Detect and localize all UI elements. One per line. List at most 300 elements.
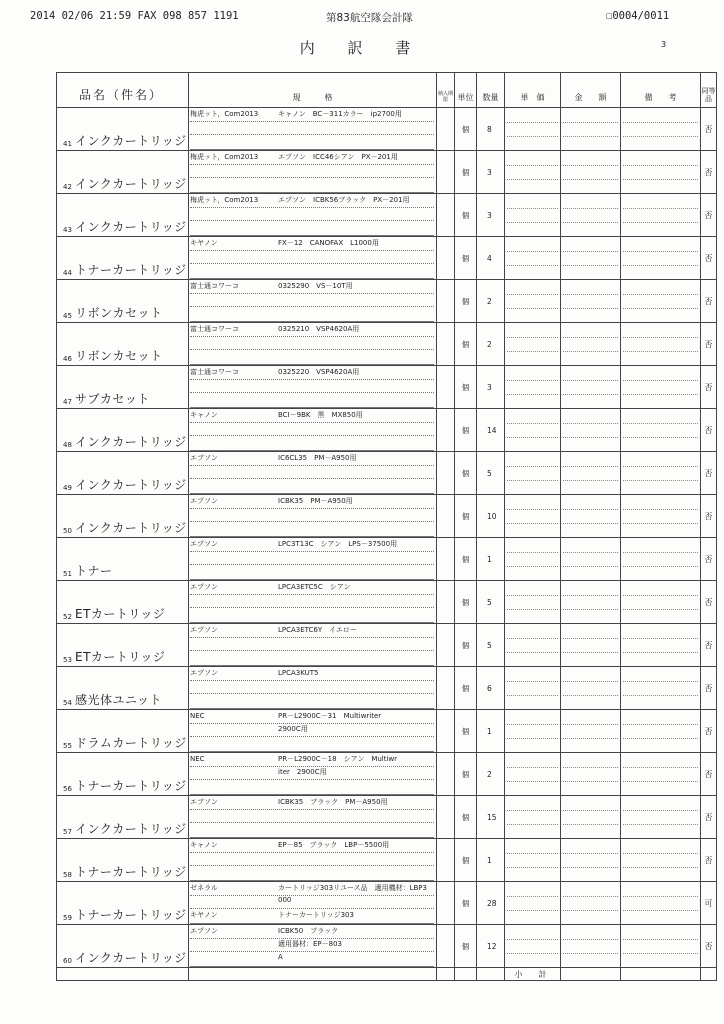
item-unit: 個 — [455, 409, 477, 452]
item-equivalent: 否 — [701, 667, 717, 710]
item-remarks — [621, 280, 701, 323]
item-delivery — [437, 753, 455, 796]
maker: 富士通コワーコ — [190, 368, 239, 376]
item-number: 60 — [63, 957, 72, 965]
table-row — [57, 710, 717, 753]
item-number: 54 — [63, 699, 72, 707]
item-remarks — [621, 108, 701, 151]
item-spec-cell — [189, 452, 437, 495]
maker: エプソン — [190, 626, 218, 634]
item-unit-price — [505, 753, 561, 796]
maker: ゼネラル — [190, 884, 218, 892]
spec-text: エプソン ICC46シアン PX－201用 — [278, 153, 398, 161]
table-row — [57, 581, 717, 624]
item-name: ETカートリッジ — [75, 607, 166, 621]
subtotal-row — [57, 968, 717, 981]
item-remarks — [621, 323, 701, 366]
item-name-cell — [57, 538, 189, 581]
item-remarks — [621, 667, 701, 710]
spec-text: 0325220 VSP4620A用 — [278, 368, 360, 376]
spec-text-3: トナーカートリッジ303 — [278, 911, 354, 919]
item-equivalent: 否 — [701, 323, 717, 366]
item-amount — [561, 409, 621, 452]
item-remarks — [621, 753, 701, 796]
item-unit-price — [505, 151, 561, 194]
item-number: 41 — [63, 140, 72, 148]
item-unit: 個 — [455, 495, 477, 538]
col-unit-price-header: 単 価 — [505, 73, 561, 108]
item-name: トナーカートリッジ — [75, 908, 187, 922]
table-row — [57, 624, 717, 667]
item-amount — [561, 151, 621, 194]
item-number: 59 — [63, 914, 72, 922]
item-name-cell — [57, 667, 189, 710]
item-unit-price — [505, 323, 561, 366]
item-equivalent: 否 — [701, 753, 717, 796]
item-spec-cell — [189, 624, 437, 667]
spec-text: 0325290 VS－10T用 — [278, 282, 353, 290]
item-unit-price — [505, 366, 561, 409]
item-name: トナーカートリッジ — [75, 865, 187, 879]
item-delivery — [437, 667, 455, 710]
item-amount — [561, 581, 621, 624]
item-equivalent: 否 — [701, 409, 717, 452]
item-name-cell — [57, 237, 189, 280]
item-delivery — [437, 409, 455, 452]
item-unit-price — [505, 710, 561, 753]
item-delivery — [437, 323, 455, 366]
table-row — [57, 667, 717, 710]
maker: 梅虎ット，Com2013 — [190, 110, 259, 118]
item-name: ETカートリッジ — [75, 650, 166, 664]
spec-text-3: A — [278, 953, 283, 961]
maker: エプソン — [190, 669, 218, 677]
item-spec-cell — [189, 495, 437, 538]
maker: エプソン — [190, 454, 218, 462]
spec-text: キャノン BC－311カラー ip2700用 — [278, 110, 402, 118]
spec-text: ICBK50 ブラック — [278, 927, 339, 935]
item-remarks — [621, 194, 701, 237]
item-amount — [561, 667, 621, 710]
col-delivery-header: 納入期限 — [437, 73, 455, 108]
item-name-cell — [57, 839, 189, 882]
item-unit-price — [505, 667, 561, 710]
item-unit-price — [505, 538, 561, 581]
table-row — [57, 237, 717, 280]
table-row — [57, 108, 717, 151]
maker-2: キヤノン — [190, 911, 218, 919]
item-equivalent: 可 — [701, 882, 717, 925]
item-delivery — [437, 366, 455, 409]
spec-text: IC6CL35 PM－A950用 — [278, 454, 357, 462]
item-name: 感光体ユニット — [75, 693, 163, 707]
item-name-cell — [57, 108, 189, 151]
item-unit-price — [505, 495, 561, 538]
item-name: トナー — [75, 564, 113, 578]
item-remarks — [621, 538, 701, 581]
item-unit-price — [505, 581, 561, 624]
item-spec-cell — [189, 538, 437, 581]
maker: キヤノン — [190, 239, 218, 247]
spec-text-2: 2900C用 — [278, 725, 308, 733]
spec-text-2: 適用器材：EP－803 — [278, 940, 343, 948]
item-delivery — [437, 151, 455, 194]
fax-timestamp: 2014 02/06 21:59 FAX 098 857 1191 — [30, 10, 239, 22]
item-name: ドラムカートリッジ — [75, 736, 187, 750]
item-unit: 個 — [455, 710, 477, 753]
item-qty: 3 — [477, 194, 505, 237]
item-name-cell — [57, 366, 189, 409]
item-spec-cell — [189, 151, 437, 194]
item-qty: 6 — [477, 667, 505, 710]
item-delivery — [437, 538, 455, 581]
spec-text: ICBK35 ブラック PM－A950用 — [278, 798, 388, 806]
subtotal-label: 小 計 — [505, 968, 561, 981]
item-qty: 10 — [477, 495, 505, 538]
item-remarks — [621, 624, 701, 667]
item-delivery — [437, 452, 455, 495]
item-amount — [561, 452, 621, 495]
item-amount — [561, 796, 621, 839]
item-delivery — [437, 839, 455, 882]
item-name: インクカートリッジ — [75, 134, 187, 148]
maker: エプソン — [190, 583, 218, 591]
spec-text: PR－L2900C－18 シアン Multiwr — [278, 755, 398, 763]
item-spec-cell — [189, 882, 437, 925]
spec-text: エプソン ICBK56ブラック PX－201用 — [278, 196, 410, 204]
item-equivalent: 否 — [701, 495, 717, 538]
item-equivalent: 否 — [701, 151, 717, 194]
item-amount — [561, 108, 621, 151]
item-unit-price — [505, 796, 561, 839]
item-amount — [561, 753, 621, 796]
item-number: 55 — [63, 742, 72, 750]
item-name-cell — [57, 882, 189, 925]
item-amount — [561, 237, 621, 280]
table-row — [57, 280, 717, 323]
item-name-cell — [57, 409, 189, 452]
col-remarks-header: 備 考 — [621, 73, 701, 108]
item-delivery — [437, 194, 455, 237]
item-remarks — [621, 581, 701, 624]
document-title: 内 訳 書 — [299, 39, 425, 57]
item-name: インクカートリッジ — [75, 177, 187, 191]
item-name: トナーカートリッジ — [75, 263, 187, 277]
item-equivalent: 否 — [701, 237, 717, 280]
item-name-cell — [57, 280, 189, 323]
item-delivery — [437, 495, 455, 538]
item-unit-price — [505, 452, 561, 495]
item-spec-cell — [189, 280, 437, 323]
item-name: サブカセット — [75, 392, 150, 406]
item-delivery — [437, 108, 455, 151]
col-amount-header: 金 額 — [561, 73, 621, 108]
item-unit: 個 — [455, 667, 477, 710]
item-spec-cell — [189, 753, 437, 796]
item-unit: 個 — [455, 280, 477, 323]
col-name-header: 品名（件名） — [57, 73, 189, 108]
item-unit: 個 — [455, 882, 477, 925]
col-qty-header: 数量 — [477, 73, 505, 108]
item-unit-price — [505, 108, 561, 151]
item-unit-price — [505, 882, 561, 925]
spec-text: FX－12 CANOFAX L1000用 — [278, 239, 379, 247]
item-number: 43 — [63, 226, 72, 234]
item-unit: 個 — [455, 323, 477, 366]
item-qty: 15 — [477, 796, 505, 839]
item-remarks — [621, 409, 701, 452]
item-unit: 個 — [455, 796, 477, 839]
itemization-table — [56, 72, 717, 981]
item-name: インクカートリッジ — [75, 822, 187, 836]
item-unit: 個 — [455, 452, 477, 495]
header-row — [57, 73, 717, 108]
item-number: 51 — [63, 570, 72, 578]
item-remarks — [621, 925, 701, 968]
spec-text: LPC3T13C シアン LPS－37500用 — [278, 540, 398, 548]
item-unit: 個 — [455, 538, 477, 581]
item-spec-cell — [189, 194, 437, 237]
col-unit-header: 単位 — [455, 73, 477, 108]
item-unit: 個 — [455, 366, 477, 409]
col-spec-header: 規 格 — [189, 73, 437, 108]
item-remarks — [621, 839, 701, 882]
item-number: 48 — [63, 441, 72, 449]
spec-text: BCI－9BK 黒 MX850用 — [278, 411, 363, 419]
item-name-cell — [57, 194, 189, 237]
item-spec-cell — [189, 796, 437, 839]
item-unit: 個 — [455, 151, 477, 194]
table-row — [57, 882, 717, 925]
item-delivery — [437, 237, 455, 280]
item-delivery — [437, 925, 455, 968]
item-qty: 5 — [477, 624, 505, 667]
item-name-cell — [57, 452, 189, 495]
item-qty: 1 — [477, 710, 505, 753]
maker: エプソン — [190, 497, 218, 505]
item-name: リボンカセット — [75, 306, 163, 320]
item-delivery — [437, 796, 455, 839]
item-unit-price — [505, 194, 561, 237]
spec-text: 0325210 VSP4620A用 — [278, 325, 360, 333]
maker: エプソン — [190, 798, 218, 806]
item-unit: 個 — [455, 194, 477, 237]
item-unit-price — [505, 237, 561, 280]
item-spec-cell — [189, 108, 437, 151]
item-name-cell — [57, 624, 189, 667]
item-equivalent: 否 — [701, 452, 717, 495]
table-row — [57, 753, 717, 796]
item-amount — [561, 882, 621, 925]
spec-text-2: iter 2900C用 — [278, 768, 327, 776]
item-equivalent: 否 — [701, 925, 717, 968]
item-number: 50 — [63, 527, 72, 535]
item-equivalent: 否 — [701, 796, 717, 839]
maker: 富士通コワーコ — [190, 325, 239, 333]
item-equivalent: 否 — [701, 710, 717, 753]
table-row — [57, 366, 717, 409]
item-qty: 1 — [477, 839, 505, 882]
item-spec-cell — [189, 366, 437, 409]
item-delivery — [437, 581, 455, 624]
item-remarks — [621, 882, 701, 925]
item-amount — [561, 194, 621, 237]
table-row — [57, 323, 717, 366]
item-equivalent: 否 — [701, 839, 717, 882]
item-qty: 5 — [477, 581, 505, 624]
table-row — [57, 452, 717, 495]
item-spec-cell — [189, 839, 437, 882]
item-remarks — [621, 796, 701, 839]
item-amount — [561, 366, 621, 409]
item-unit: 個 — [455, 237, 477, 280]
item-amount — [561, 280, 621, 323]
item-equivalent: 否 — [701, 581, 717, 624]
item-name: インクカートリッジ — [75, 521, 187, 535]
table-row — [57, 151, 717, 194]
item-number: 46 — [63, 355, 72, 363]
item-number: 44 — [63, 269, 72, 277]
item-unit-price — [505, 925, 561, 968]
item-qty: 1 — [477, 538, 505, 581]
item-qty: 3 — [477, 151, 505, 194]
item-spec-cell — [189, 710, 437, 753]
item-name-cell — [57, 581, 189, 624]
maker: キャノン — [190, 411, 218, 419]
item-name-cell — [57, 796, 189, 839]
item-qty: 3 — [477, 366, 505, 409]
item-unit-price — [505, 280, 561, 323]
item-equivalent: 否 — [701, 366, 717, 409]
item-spec-cell — [189, 409, 437, 452]
item-spec-cell — [189, 925, 437, 968]
item-amount — [561, 839, 621, 882]
item-qty: 4 — [477, 237, 505, 280]
item-name: インクカートリッジ — [75, 220, 187, 234]
item-name: リボンカセット — [75, 349, 163, 363]
item-unit: 個 — [455, 839, 477, 882]
item-unit: 個 — [455, 581, 477, 624]
item-qty: 28 — [477, 882, 505, 925]
item-number: 53 — [63, 656, 72, 664]
item-spec-cell — [189, 581, 437, 624]
item-spec-cell — [189, 323, 437, 366]
item-equivalent: 否 — [701, 538, 717, 581]
page-number: 3 — [661, 40, 667, 49]
item-amount — [561, 323, 621, 366]
item-name-cell — [57, 753, 189, 796]
item-name-cell — [57, 925, 189, 968]
item-number: 56 — [63, 785, 72, 793]
item-amount — [561, 495, 621, 538]
spec-text-2: 000 — [278, 896, 292, 904]
item-spec-cell — [189, 237, 437, 280]
maker: NEC — [190, 755, 205, 763]
col-equivalent-header: 同等品 — [701, 73, 717, 108]
table-row — [57, 796, 717, 839]
item-name: インクカートリッジ — [75, 435, 187, 449]
item-unit-price — [505, 624, 561, 667]
item-name-cell — [57, 323, 189, 366]
item-number: 47 — [63, 398, 72, 406]
item-remarks — [621, 151, 701, 194]
item-delivery — [437, 882, 455, 925]
item-name-cell — [57, 151, 189, 194]
item-delivery — [437, 624, 455, 667]
maker: エプソン — [190, 540, 218, 548]
item-equivalent: 否 — [701, 624, 717, 667]
spec-text: PR－L2900C－31 Multiwriter — [278, 712, 382, 720]
table-row — [57, 839, 717, 882]
table-row — [57, 495, 717, 538]
maker: 梅虎ット，Com2013 — [190, 196, 259, 204]
maker: エプソン — [190, 927, 218, 935]
item-name: インクカートリッジ — [75, 478, 187, 492]
item-equivalent: 否 — [701, 108, 717, 151]
table-row — [57, 194, 717, 237]
item-remarks — [621, 452, 701, 495]
maker: 梅虎ット，Com2013 — [190, 153, 259, 161]
item-name-cell — [57, 495, 189, 538]
item-name: トナーカートリッジ — [75, 779, 187, 793]
item-unit: 個 — [455, 925, 477, 968]
item-amount — [561, 624, 621, 667]
maker: 富士通コワーコ — [190, 282, 239, 290]
item-qty: 2 — [477, 280, 505, 323]
table-row — [57, 409, 717, 452]
item-unit: 個 — [455, 753, 477, 796]
item-number: 52 — [63, 613, 72, 621]
item-number: 42 — [63, 183, 72, 191]
item-amount — [561, 925, 621, 968]
item-delivery — [437, 710, 455, 753]
item-unit: 個 — [455, 624, 477, 667]
item-delivery — [437, 280, 455, 323]
item-remarks — [621, 495, 701, 538]
maker: キャノン — [190, 841, 218, 849]
spec-text: EP－85 ブラック LBP－5500用 — [278, 841, 390, 849]
item-unit-price — [505, 839, 561, 882]
fax-sender: 第83航空隊会計隊 — [326, 12, 413, 24]
item-qty: 14 — [477, 409, 505, 452]
maker: NEC — [190, 712, 205, 720]
item-name: インクカートリッジ — [75, 951, 187, 965]
item-amount — [561, 538, 621, 581]
item-unit-price — [505, 409, 561, 452]
spec-text: カートリッジ303リユース品 適用機材：LBP3 — [278, 884, 427, 892]
item-rows — [57, 108, 717, 968]
item-amount — [561, 710, 621, 753]
item-equivalent: 否 — [701, 194, 717, 237]
item-qty: 12 — [477, 925, 505, 968]
item-remarks — [621, 710, 701, 753]
item-unit: 個 — [455, 108, 477, 151]
item-qty: 2 — [477, 323, 505, 366]
item-qty: 5 — [477, 452, 505, 495]
item-qty: 2 — [477, 753, 505, 796]
item-remarks — [621, 237, 701, 280]
spec-text: ICBK35 PM－A950用 — [278, 497, 353, 505]
item-number: 49 — [63, 484, 72, 492]
item-spec-cell — [189, 667, 437, 710]
item-qty: 8 — [477, 108, 505, 151]
table-row — [57, 538, 717, 581]
spec-text: LPCA3KUT5 — [278, 669, 319, 677]
item-equivalent: 否 — [701, 280, 717, 323]
item-number: 58 — [63, 871, 72, 879]
fax-page-count: ☐0004/0011 — [606, 10, 670, 22]
item-number: 45 — [63, 312, 72, 320]
